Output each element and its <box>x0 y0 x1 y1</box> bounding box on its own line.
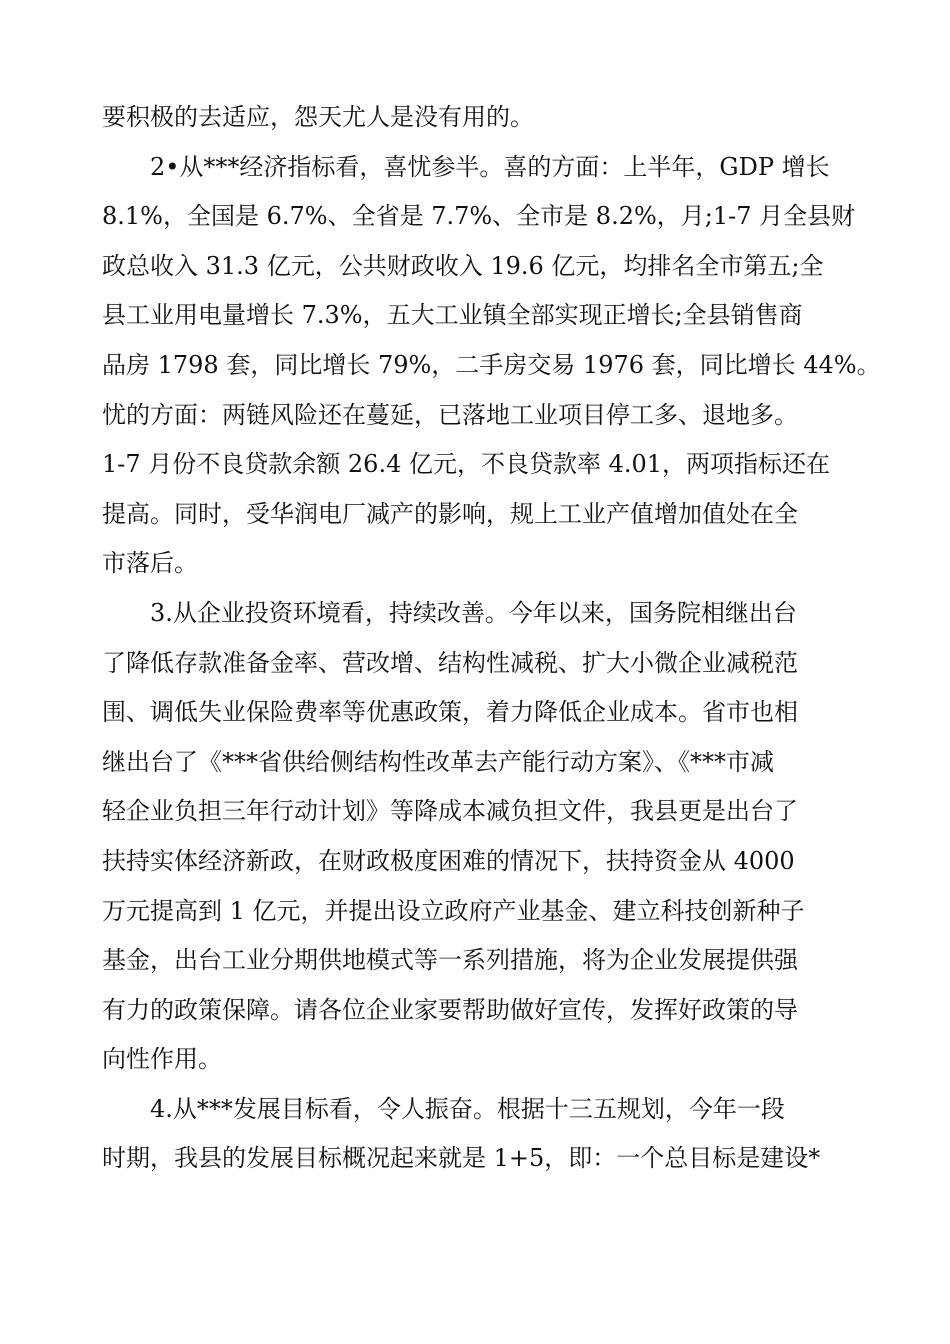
text-line: 要积极的去适应，怨天尤人是没有用的。 <box>102 103 534 131</box>
text-line: 扶持实体经济新政，在财政极度困难的情况下，扶持资金从 4000 <box>102 846 795 875</box>
text-line: 提高。同时，受华润电厂减产的影响，规上工业产值增加值处在全 <box>102 499 798 528</box>
text-line: 市落后。 <box>102 549 198 578</box>
body-text <box>102 93 881 1184</box>
paragraph-investment-environment <box>102 589 862 1085</box>
text-line: 3.从企业投资环境看，持续改善。今年以来，国务院相继出台 <box>150 598 797 627</box>
text-line: 8.1%，全国是 6.7%、全省是 7.7%、全市是 8.2%，月;1-7 月全县财 <box>102 202 856 231</box>
text-line: 县工业用电量增长 7.3%，五大工业镇全部实现正增长;全县销售商 <box>102 301 803 330</box>
text-line: 了降低存款准备金率、营改增、结构性减税、扩大小微企业减税范 <box>102 648 798 677</box>
text-line: 围、调低失业保险费率等优惠政策，着力降低企业成本。省市也相 <box>102 698 798 727</box>
text-line: 忧的方面：两链风险还在蔓延，已落地工业项目停工多、退地多。 <box>102 400 798 429</box>
text-line: 万元提高到 1 亿元，并提出设立政府产业基金、建立科技创新种子 <box>102 896 805 925</box>
text-line: 品房 1798 套，同比增长 79%，二手房交易 1976 套，同比增长 44%。 <box>102 350 881 379</box>
paragraph-economic-indicators <box>102 143 881 589</box>
text-line: 4.从***发展目标看，令人振奋。根据十三五规划，今年一段 <box>150 1094 785 1123</box>
text-line: 有力的政策保障。请各位企业家要帮助做好宣传，发挥好政策的导 <box>102 995 798 1024</box>
text-line: 向性作用。 <box>102 1045 222 1074</box>
text-line: 基金，出台工业分期供地模式等一系列措施，将为企业发展提供强 <box>102 946 798 975</box>
text-line: 时期，我县的发展目标概况起来就是 1+5，即：一个总目标是建设* <box>102 1144 821 1173</box>
text-line: 1-7 月份不良贷款余额 26.4 亿元，不良贷款率 4.01，两项指标还在 <box>102 450 831 479</box>
text-line: 轻企业负担三年行动计划》等降成本减负担文件，我县更是出台了 <box>102 797 798 826</box>
text-line: 继出台了《***省供给侧结构性改革去产能行动方案》、《***市减 <box>102 747 774 776</box>
paragraph-development-goals <box>102 1085 862 1184</box>
text-line: 政总收入 31.3 亿元，公共财政收入 19.6 亿元，均排名全市第五;全 <box>102 251 824 280</box>
paragraph-continuation <box>102 93 862 143</box>
text-line: 2•从***经济指标看，喜忧参半。喜的方面：上半年，GDP 增长 <box>150 152 830 181</box>
